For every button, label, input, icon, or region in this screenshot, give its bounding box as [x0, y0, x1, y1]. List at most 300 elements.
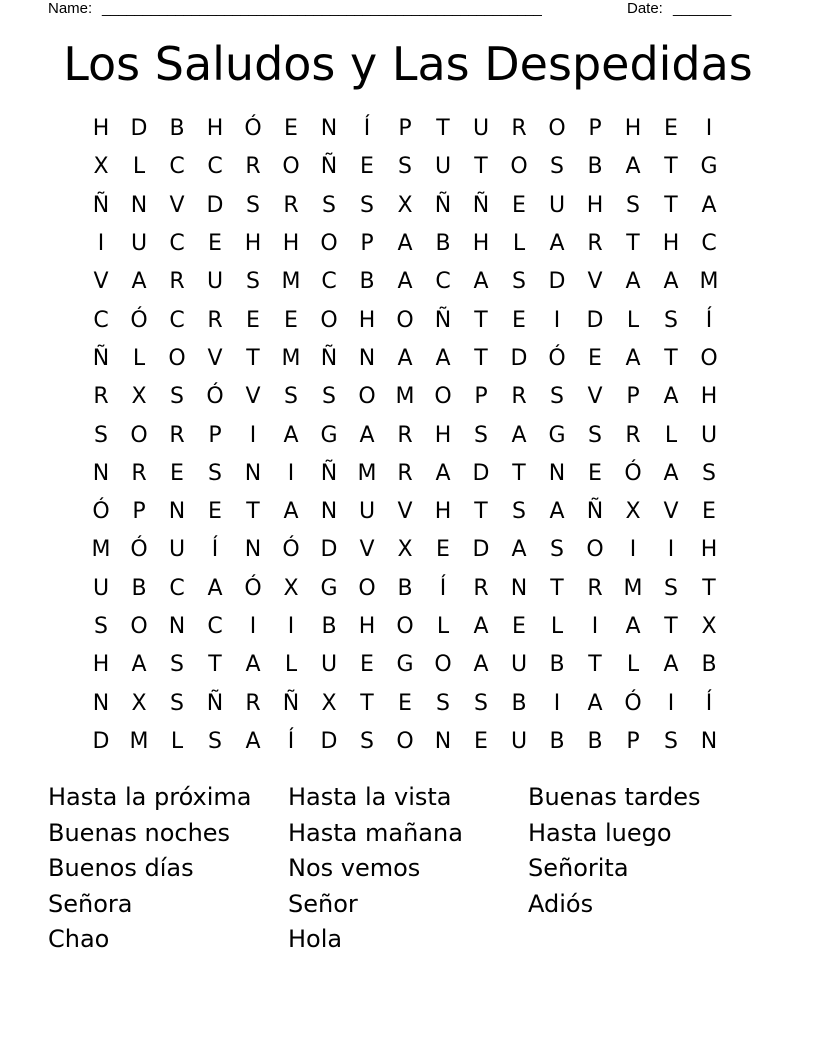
date-blank-line: _______ [673, 0, 732, 17]
grid-letter: C [169, 307, 185, 333]
grid-letter: T [588, 652, 602, 678]
grid-letter: R [207, 307, 223, 333]
grid-letter: Ñ [320, 154, 338, 180]
grid-letter: C [169, 231, 185, 257]
grid-letter: M [357, 460, 377, 486]
grid-row [82, 646, 728, 684]
grid-row [82, 187, 728, 225]
grid-letter: X [93, 154, 109, 180]
grid-letter: Ñ [92, 345, 110, 371]
grid-letter: I [287, 614, 295, 639]
grid-letter: S [360, 192, 374, 218]
grid-letter: A [511, 537, 527, 563]
grid-letter: S [360, 728, 374, 754]
grid-letter: S [284, 384, 298, 410]
grid-letter: O [434, 652, 452, 678]
grid-letter: L [626, 652, 640, 678]
grid-letter: N [434, 728, 452, 754]
grid-letter: E [474, 728, 488, 754]
grid-letter: O [130, 422, 148, 448]
grid-letter: E [208, 231, 222, 257]
grid-letter: S [512, 499, 526, 525]
grid-letter: I [553, 307, 561, 333]
grid-letter: D [320, 728, 338, 754]
grid-letter: T [246, 345, 260, 371]
grid-letter: U [472, 116, 490, 142]
grid-letter: I [591, 614, 599, 639]
grid-letter: N [244, 460, 262, 486]
grid-letter: X [397, 537, 413, 563]
grid-letter: N [700, 728, 718, 754]
grid-letter: Ñ [92, 192, 110, 218]
grid-letter: R [625, 422, 641, 448]
grid-letter: H [434, 499, 452, 525]
grid-letter: A [207, 575, 223, 601]
grid-letter: B [435, 231, 451, 257]
grid-letter: M [623, 575, 643, 601]
grid-letter: A [663, 460, 679, 486]
word-list-item: Nos vemos [288, 854, 421, 882]
grid-letter: C [169, 154, 185, 180]
grid-letter: I [249, 422, 257, 448]
grid-letter: A [435, 460, 451, 486]
grid-letter: U [510, 652, 528, 678]
grid-letter: M [281, 345, 301, 371]
page-title: Los Saludos y Las Despedidas [63, 37, 753, 91]
grid-letter: R [283, 192, 299, 218]
grid-letter: S [170, 652, 184, 678]
grid-letter: A [397, 269, 413, 295]
grid-letter: N [320, 499, 338, 525]
grid-letter: I [249, 614, 257, 639]
grid-letter: H [92, 652, 110, 678]
grid-letter: T [550, 575, 564, 601]
grid-letter: D [472, 460, 490, 486]
grid-letter: P [132, 499, 146, 525]
grid-letter: B [131, 575, 147, 601]
grid-letter: G [320, 422, 338, 448]
grid-letter: L [512, 231, 526, 257]
grid-letter: P [360, 231, 374, 257]
grid-letter: R [131, 460, 147, 486]
grid-letter: I [553, 690, 561, 716]
grid-letter: H [586, 192, 604, 218]
grid-letter: E [702, 499, 716, 525]
word-search-grid [82, 110, 728, 761]
grid-letter: E [398, 690, 412, 716]
grid-letter: O [434, 384, 452, 410]
word-list-item: Señora [48, 889, 133, 918]
grid-letter: U [548, 192, 566, 218]
grid-letter: U [206, 269, 224, 295]
grid-letter: D [472, 537, 490, 563]
grid-letter: O [320, 307, 338, 333]
grid-letter: B [321, 614, 337, 639]
grid-letter: A [473, 614, 489, 639]
grid-letter: M [281, 269, 301, 295]
grid-letter: L [132, 154, 146, 180]
grid-letter: A [587, 690, 603, 716]
grid-letter: T [474, 154, 488, 180]
grid-letter: A [245, 652, 261, 678]
grid-letter: T [208, 652, 222, 678]
grid-letter: A [663, 384, 679, 410]
grid-letter: B [701, 652, 717, 678]
grid-letter: R [93, 384, 109, 410]
grid-letter: O [282, 154, 300, 180]
grid-letter: H [358, 307, 376, 333]
grid-letter: O [700, 345, 718, 371]
grid-letter: I [287, 460, 295, 486]
grid-row [82, 416, 728, 454]
grid-letter: Ñ [282, 690, 300, 716]
grid-letter: Ñ [472, 192, 490, 218]
grid-letter: Ó [92, 499, 110, 525]
grid-letter: A [625, 154, 641, 180]
grid-letter: V [207, 345, 223, 371]
grid-letter: Ó [206, 384, 224, 410]
grid-letter: Ó [244, 575, 262, 601]
grid-letter: B [587, 728, 603, 754]
grid-letter: E [588, 345, 602, 371]
word-list-item: Señor [288, 889, 358, 918]
grid-letter: P [398, 116, 412, 142]
grid-letter: T [664, 154, 678, 180]
grid-letter: A [701, 192, 717, 218]
word-list-item: Buenas noches [48, 818, 231, 847]
grid-letter: Ó [548, 345, 566, 371]
grid-letter: A [359, 422, 375, 448]
grid-row [82, 340, 728, 378]
grid-letter: N [548, 460, 566, 486]
grid-letter: H [700, 537, 718, 563]
grid-letter: S [436, 690, 450, 716]
grid-letter: O [548, 116, 566, 142]
grid-letter: R [511, 116, 527, 142]
grid-letter: L [664, 422, 678, 448]
grid-letter: O [586, 537, 604, 563]
grid-letter: E [436, 537, 450, 563]
grid-letter: C [321, 269, 337, 295]
grid-letter: U [510, 728, 528, 754]
grid-letter: S [398, 154, 412, 180]
grid-letter: S [550, 537, 564, 563]
grid-letter: H [700, 384, 718, 410]
grid-letter: A [283, 422, 299, 448]
grid-letter: S [322, 384, 336, 410]
grid-letter: R [397, 422, 413, 448]
grid-letter: A [283, 499, 299, 525]
word-list-item: Hasta mañana [288, 818, 463, 847]
grid-letter: N [92, 690, 110, 716]
grid-letter: O [396, 728, 414, 754]
grid-letter: X [321, 690, 337, 716]
grid-letter: S [474, 690, 488, 716]
grid-letter: E [284, 116, 298, 142]
grid-letter: P [626, 728, 640, 754]
grid-letter: M [395, 384, 415, 410]
grid-letter: Ñ [434, 307, 452, 333]
grid-letter: A [473, 269, 489, 295]
grid-letter: L [132, 345, 146, 371]
grid-letter: N [358, 345, 376, 371]
grid-letter: Ó [624, 460, 642, 486]
grid-letter: P [474, 384, 488, 410]
word-list-item: Buenos días [48, 854, 194, 882]
grid-letter: H [92, 116, 110, 142]
grid-row [82, 608, 728, 646]
grid-letter: B [587, 154, 603, 180]
grid-letter: A [625, 345, 641, 371]
grid-letter: S [322, 192, 336, 218]
grid-letter: Ñ [320, 460, 338, 486]
grid-letter: B [397, 575, 413, 601]
grid-letter: P [588, 116, 602, 142]
grid-letter: I [97, 231, 105, 257]
grid-letter: C [207, 154, 223, 180]
grid-letter: T [702, 575, 716, 601]
grid-letter: X [283, 575, 299, 601]
grid-letter: A [663, 652, 679, 678]
grid-letter: U [130, 231, 148, 257]
grid-letter: T [360, 690, 374, 716]
grid-letter: Ó [624, 690, 642, 716]
grid-letter: S [246, 269, 260, 295]
grid-letter: D [130, 116, 148, 142]
grid-letter: N [510, 575, 528, 601]
word-list-item [528, 922, 768, 958]
grid-letter: S [588, 422, 602, 448]
grid-letter: V [663, 499, 679, 525]
grid-letter: B [549, 728, 565, 754]
grid-letter: A [511, 422, 527, 448]
grid-letter: S [208, 460, 222, 486]
grid-letter: X [625, 499, 641, 525]
grid-letter: Ó [244, 116, 262, 142]
grid-letter: X [131, 384, 147, 410]
grid-letter: Ó [282, 537, 300, 563]
header [48, 0, 748, 20]
grid-letter: D [206, 192, 224, 218]
grid-letter: E [512, 192, 526, 218]
grid-letter: U [434, 154, 452, 180]
grid-letter: L [284, 652, 298, 678]
grid-letter: G [320, 575, 338, 601]
grid-letter: Í [705, 690, 713, 716]
grid-letter: E [588, 460, 602, 486]
grid-letter: A [245, 728, 261, 754]
grid-letter: T [474, 307, 488, 333]
grid-letter: T [474, 345, 488, 371]
grid-letter: E [170, 460, 184, 486]
grid-letter: T [436, 116, 450, 142]
grid-letter: X [131, 690, 147, 716]
grid-letter: R [587, 575, 603, 601]
grid-letter: O [168, 345, 186, 371]
grid-letter: O [510, 154, 528, 180]
grid-letter: O [130, 614, 148, 639]
grid-letter: Ó [130, 537, 148, 563]
grid-letter: L [626, 307, 640, 333]
grid-letter: T [512, 460, 526, 486]
grid-letter: G [700, 154, 718, 180]
grid-letter: U [320, 652, 338, 678]
grid-letter: O [396, 307, 414, 333]
grid-letter: D [510, 345, 528, 371]
grid-letter: H [358, 614, 376, 639]
grid-letter: R [245, 690, 261, 716]
grid-letter: C [435, 269, 451, 295]
grid-letter: N [168, 614, 186, 639]
grid-letter: A [625, 614, 641, 639]
grid-letter: I [667, 690, 675, 716]
grid-row [82, 455, 728, 493]
grid-row [82, 493, 728, 531]
name-blank-line: ______________________________________________________ [102, 0, 542, 17]
grid-letter: A [549, 231, 565, 257]
grid-letter: U [358, 499, 376, 525]
grid-letter: H [624, 116, 642, 142]
grid-letter: X [701, 614, 717, 639]
grid-letter: C [169, 575, 185, 601]
grid-letter: L [550, 614, 564, 639]
grid-letter: C [207, 614, 223, 639]
grid-letter: T [664, 192, 678, 218]
grid-letter: S [550, 384, 564, 410]
grid-letter: D [92, 728, 110, 754]
word-list-item: Hola [288, 925, 343, 953]
grid-letter: E [512, 614, 526, 639]
grid-letter: R [511, 384, 527, 410]
grid-letter: G [396, 652, 414, 678]
grid-letter: S [474, 422, 488, 448]
grid-letter: N [130, 192, 148, 218]
name-label: Name: [48, 0, 93, 17]
grid-letter: R [169, 269, 185, 295]
grid-row [82, 225, 728, 263]
grid-letter: Í [363, 116, 371, 142]
grid-letter: E [246, 307, 260, 333]
date-label: Date: [627, 0, 663, 17]
word-list-item: Hasta la próxima [48, 783, 252, 811]
grid-letter: Í [439, 575, 447, 601]
grid-letter: Ñ [586, 499, 604, 525]
grid-letter: S [626, 192, 640, 218]
grid-row [82, 378, 728, 416]
grid-letter: O [358, 384, 376, 410]
grid-row [82, 263, 728, 301]
grid-letter: U [700, 422, 718, 448]
grid-row [82, 570, 728, 608]
grid-letter: H [662, 231, 680, 257]
grid-letter: S [170, 384, 184, 410]
grid-letter: L [436, 614, 450, 639]
grid-row [82, 723, 728, 761]
grid-letter: C [701, 231, 717, 257]
grid-letter: D [320, 537, 338, 563]
grid-letter: G [548, 422, 566, 448]
grid-letter: N [92, 460, 110, 486]
grid-letter: E [360, 652, 374, 678]
grid-letter: R [473, 575, 489, 601]
grid-letter: I [667, 537, 675, 563]
grid-letter: H [282, 231, 300, 257]
grid-letter: B [549, 652, 565, 678]
grid-letter: R [587, 231, 603, 257]
grid-letter: S [208, 728, 222, 754]
grid-letter: R [245, 154, 261, 180]
grid-letter: R [169, 422, 185, 448]
grid-letter: N [244, 537, 262, 563]
grid-letter: U [168, 537, 186, 563]
grid-letter: S [94, 614, 108, 639]
grid-letter: E [664, 116, 678, 142]
grid-letter: I [705, 116, 713, 142]
grid-letter: Í [287, 728, 295, 754]
grid-letter: A [663, 269, 679, 295]
word-list-item: Hasta luego [528, 818, 672, 847]
grid-letter: V [245, 384, 261, 410]
grid-letter: H [244, 231, 262, 257]
grid-letter: Ñ [206, 690, 224, 716]
grid-letter: E [208, 499, 222, 525]
grid-letter: D [548, 269, 566, 295]
grid-letter: Í [705, 307, 713, 333]
grid-letter: S [170, 690, 184, 716]
grid-letter: S [550, 154, 564, 180]
grid-letter: A [397, 345, 413, 371]
grid-letter: V [93, 269, 109, 295]
grid-letter: B [359, 269, 375, 295]
grid-letter: A [473, 652, 489, 678]
grid-letter: U [92, 575, 110, 601]
grid-row [82, 110, 728, 148]
grid-row [82, 301, 728, 339]
grid-letter: S [702, 460, 716, 486]
grid-letter: I [629, 537, 637, 563]
grid-row [82, 148, 728, 186]
word-list-item: Hasta la vista [288, 783, 452, 811]
grid-letter: T [246, 499, 260, 525]
grid-letter: O [320, 231, 338, 257]
grid-letter: Ñ [320, 345, 338, 371]
grid-letter: P [626, 384, 640, 410]
grid-letter: A [397, 231, 413, 257]
grid-letter: O [396, 614, 414, 639]
grid-letter: E [360, 154, 374, 180]
grid-letter: E [284, 307, 298, 333]
grid-letter: S [246, 192, 260, 218]
grid-letter: V [587, 269, 603, 295]
grid-letter: A [131, 652, 147, 678]
grid-letter: A [131, 269, 147, 295]
grid-letter: A [549, 499, 565, 525]
grid-letter: S [512, 269, 526, 295]
grid-letter: M [699, 269, 719, 295]
grid-letter: R [397, 460, 413, 486]
grid-letter: E [512, 307, 526, 333]
grid-row [82, 684, 728, 722]
grid-letter: H [472, 231, 490, 257]
grid-letter: D [586, 307, 604, 333]
grid-letter: N [320, 116, 338, 142]
grid-letter: A [625, 269, 641, 295]
word-list-item: Adiós [528, 889, 594, 918]
grid-letter: T [664, 614, 678, 639]
grid-letter: M [91, 537, 111, 563]
grid-letter: A [435, 345, 451, 371]
grid-letter: T [664, 345, 678, 371]
